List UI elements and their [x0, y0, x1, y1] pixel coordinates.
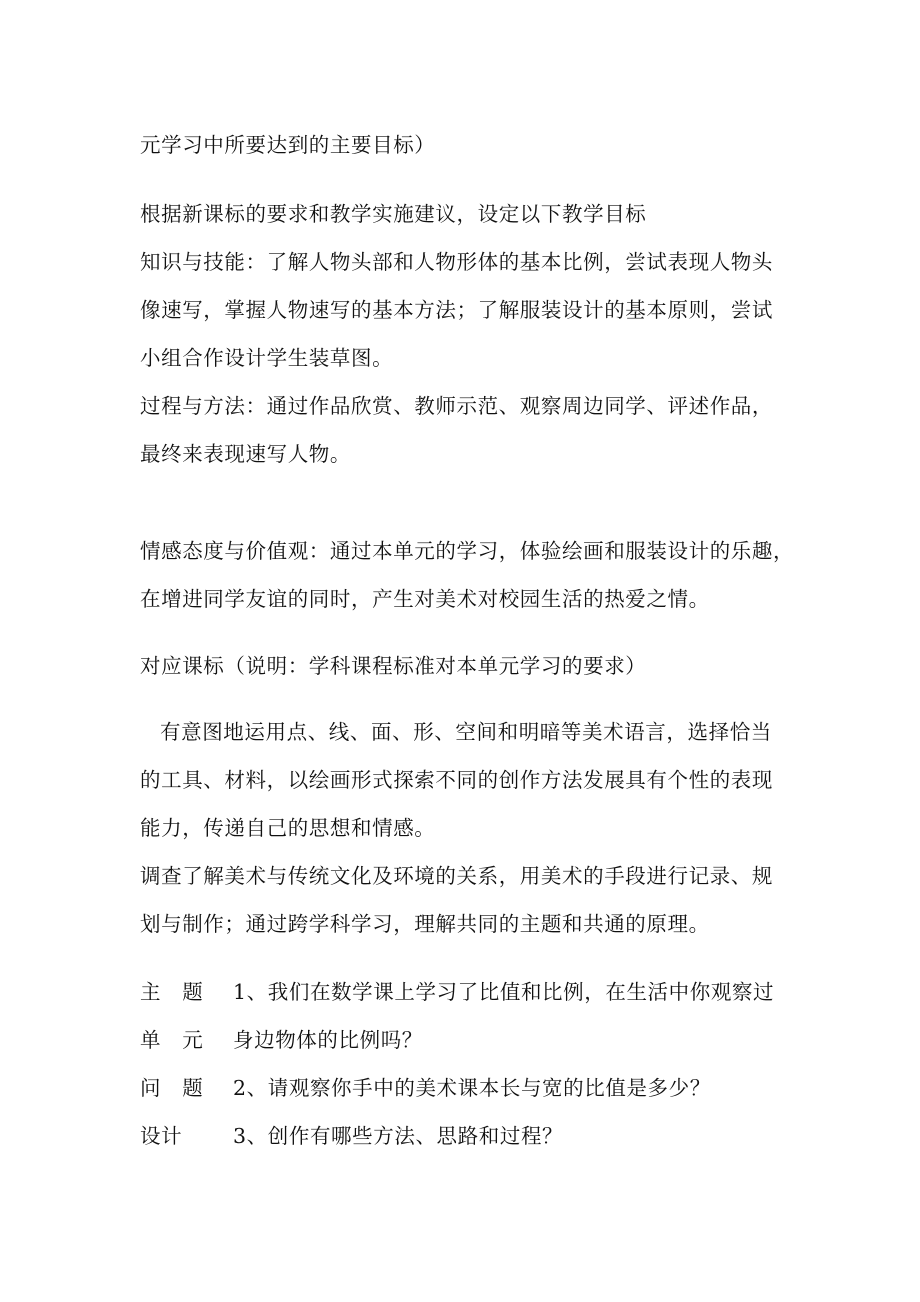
question-item: 身边物体的比例吗？: [233, 1028, 423, 1052]
theme-label: 主 题: [140, 980, 204, 1004]
standards-para1-line: 能力，传递自己的思想和情感。: [140, 816, 436, 840]
design-label: 设计: [140, 1124, 183, 1148]
standards-heading: 对应课标（说明：学科课程标准对本单元学习的要求）: [140, 654, 647, 678]
process-line: 最终来表现速写人物。: [140, 442, 351, 466]
question-label: 问 题: [140, 1076, 204, 1100]
emotion-line: 情感态度与价值观：通过本单元的学习，体验绘画和服装设计的乐趣，: [140, 539, 795, 563]
objective-intro-tail: 元学习中所要达到的主要目标）: [140, 133, 436, 157]
question-item: 1、我们在数学课上学习了比值和比例，在生活中你观察过: [233, 980, 775, 1004]
knowledge-line: 知识与技能：了解人物头部和人物形体的基本比例，尝试表现人物头: [140, 250, 773, 274]
process-line: 过程与方法：通过作品欣赏、教师示范、观察周边同学、评述作品，: [140, 394, 773, 418]
question-item: 2、请观察你手中的美术课本长与宽的比值是多少？: [233, 1076, 711, 1100]
question-item: 3、创作有哪些方法、思路和过程？: [233, 1124, 564, 1148]
unit-label: 单 元: [140, 1028, 204, 1052]
objectives-intro: 根据新课标的要求和教学实施建议，设定以下教学目标: [140, 202, 647, 226]
standards-para1-line: 的工具、材料，以绘画形式探索不同的创作方法发展具有个性的表现: [140, 768, 773, 792]
emotion-line: 在增进同学友谊的同时，产生对美术对校园生活的热爱之情。: [140, 587, 710, 611]
standards-para1-line: 有意图地运用点、线、面、形、空间和明暗等美术语言，选择恰当: [160, 720, 772, 744]
knowledge-line: 小组合作设计学生装草图。: [140, 346, 394, 370]
standards-para2-line: 划与制作；通过跨学科学习，理解共同的主题和共通的原理。: [140, 912, 710, 936]
standards-para2-line: 调查了解美术与传统文化及环境的关系，用美术的手段进行记录、规: [140, 864, 773, 888]
knowledge-line: 像速写，掌握人物速写的基本方法；了解服装设计的基本原则，尝试: [140, 298, 773, 322]
